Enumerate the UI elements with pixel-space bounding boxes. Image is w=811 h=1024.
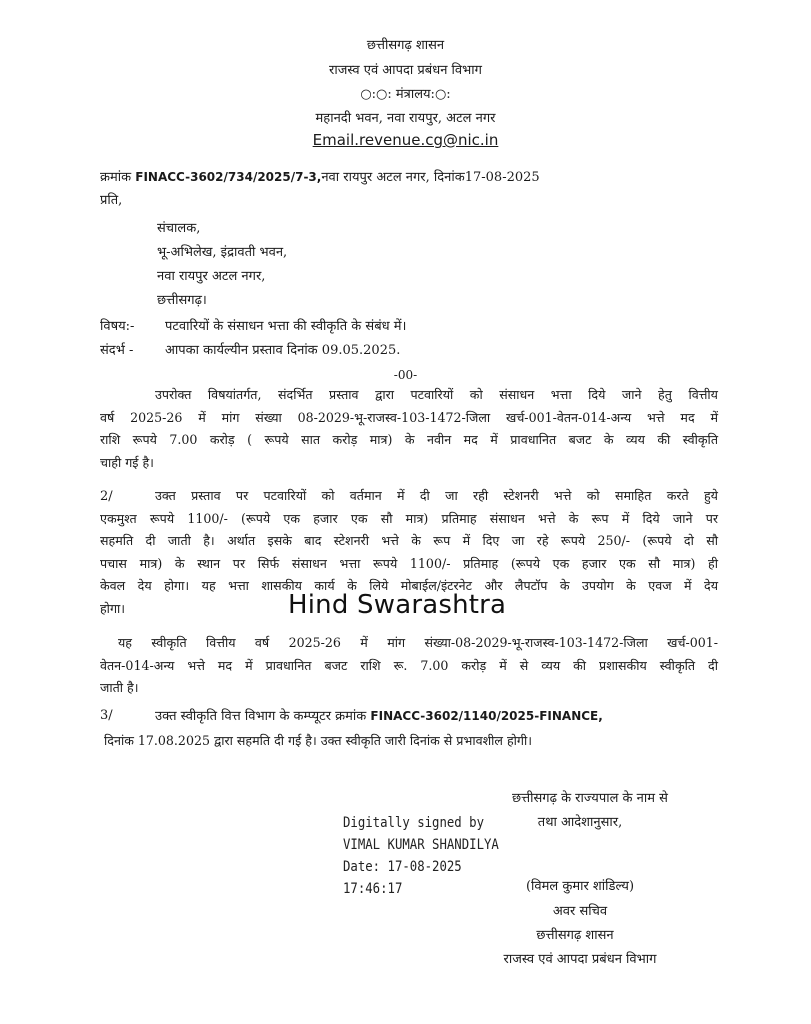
separator: -00-	[393, 368, 418, 382]
para2-row-1: उक्त प्रस्ताव पर पटवारियों को वर्तमान में दी जा रही स्टेशनरी भत्ते को समाहित करते हुये	[155, 488, 718, 503]
para2-row-3: सहमति दी जाती है। अर्थात इसके बाद स्टेशनरी भत्ते के रूप में दिए जा रहे रूपये 250/- (रूपये दो सौ	[100, 533, 718, 548]
signatory-dept: राजस्व एवं आपदा प्रबंधन विभाग	[503, 952, 657, 967]
para1-row-1: उपरोक्त विषयांतर्गत, संदर्भित प्रस्ताव द्वारा पटवारियों को संसाधन भत्ता दिये जाने हेतु वित्तीय	[155, 387, 718, 402]
para1-row-4: चाही गई है।	[100, 454, 154, 470]
signatory-name: (विमल कुमार शांडिल्य)	[525, 879, 635, 894]
paragraph-1	[100, 384, 718, 474]
paragraph-2b	[100, 632, 718, 700]
digital-signature	[343, 812, 499, 900]
para1-row-3: राशि रूपये 7.00 करोड़ ( रूपये सात करोड़ मात्र) के नवीन मद में प्रावधानित बजट के व्यय की स्वीकृति	[100, 432, 718, 447]
header-email-wrap	[0, 131, 811, 151]
para2b-row-3: जाती है।	[100, 680, 139, 695]
ref-rest: नवा रायपुर अटल नगर, दिनांक17-08-2025	[321, 170, 540, 185]
closing-line-2: तथा आदेशानुसार,	[537, 815, 623, 830]
signatory-designation: अवर सचिव	[552, 904, 608, 919]
to-line-3: नवा रायपुर अटल नगर,	[157, 269, 266, 284]
para2-row-4: पचास मात्र) के स्थान पर सिर्फ संसाधन भत्ता रूपये 1100/- प्रतिमाह (रूपये एक हजार एक सौ मात्र) ही	[100, 555, 718, 571]
para3-line-1	[155, 707, 603, 726]
signature-line-1: Digitally signed by	[343, 815, 484, 831]
to-line-4: छत्तीसगढ़।	[157, 293, 207, 308]
para3-line-1-b: FINACC-3602/1140/2025-FINANCE,	[370, 709, 603, 723]
to-line-1: संचालक,	[157, 221, 201, 236]
to-line-2: भू-अभिलेख, इंद्रावती भवन,	[157, 245, 288, 260]
para3-line-2: दिनांक 17.08.2025 द्वारा सहमति दी गई है। उक्त स्वीकृति जारी दिनांक से प्रभावशील होगी।	[104, 733, 533, 748]
para2-row-2: एकमुश्त रूपये 1100/- (रूपये एक हजार एक सौ मात्र) प्रतिमाह संसाधन भत्ते के रूप में दिये जाने पर	[100, 510, 718, 526]
signatory-govt: छत्तीसगढ़ शासन	[536, 928, 614, 943]
signature-line-3: Date: 17-08-2025	[343, 859, 462, 875]
para2-row-5: केवल देय होगा। यह भत्ता शासकीय कार्य के लिये मोबाईल/इंटरनेट और लैपटॉप के उपयोग के एवज में देय	[100, 578, 718, 593]
para2-number: 2/	[100, 489, 113, 504]
ref-number: FINACC-3602/734/2025/7-3,	[135, 170, 322, 184]
ref-line	[100, 168, 540, 187]
subject-text: पटवारियों के संसाधन भत्ता की स्वीकृति के संबंध में।	[165, 319, 407, 334]
subject-label: विषय:-	[100, 319, 135, 334]
para1-row-2: वर्ष 2025-26 में मांग संख्या 08-2029-भू-राजस्व-103-1472-जिला खर्च-001-वेतन-014-अन्य भत्ते मद में	[100, 409, 718, 425]
header-ministry: ○:○: मंत्रालय:○:	[360, 87, 451, 102]
signature-line-4: 17:46:17	[343, 881, 403, 897]
para3-number: 3/	[100, 708, 113, 723]
header-govt: छत्तीसगढ़ शासन	[366, 38, 445, 53]
header-email: Email.revenue.cg@nic.in	[312, 131, 499, 149]
watermark: Hind Swarashtra	[288, 590, 507, 620]
reference-text: आपका कार्यल्यीन प्रस्ताव दिनांक 09.05.2025.	[165, 343, 401, 358]
header-address: महानदी भवन, नवा रायपुर, अटल नगर	[315, 111, 496, 126]
reference-label: संदर्भ -	[100, 343, 134, 358]
closing-line-1: छत्तीसगढ़ के राज्यपाल के नाम से	[512, 791, 668, 806]
para2-row-6: होगा।	[100, 600, 126, 616]
header-dept: राजस्व एवं आपदा प्रबंधन विभाग	[329, 63, 482, 78]
ref-prefix: क्रमांक	[100, 170, 132, 185]
para2b-row-2: वेतन-014-अन्य भत्ते मद में प्रावधानित बजट राशि रू. 7.00 करोड़ में से व्यय की प्रशासकीय स्वीकृति दी	[100, 657, 718, 673]
para2b-row-1: यह स्वीकृति वित्तीय वर्ष 2025-26 में मांग संख्या-08-2029-भू-राजस्व-103-1472-जिला खर्च-001-	[118, 635, 718, 650]
to-prati: प्रति,	[100, 193, 123, 208]
signature-line-2: VIMAL KUMAR SHANDILYA	[343, 837, 499, 853]
para3-line-1-a: उक्त स्वीकृति वित्त विभाग के कम्प्यूटर क्रमांक	[155, 709, 367, 724]
